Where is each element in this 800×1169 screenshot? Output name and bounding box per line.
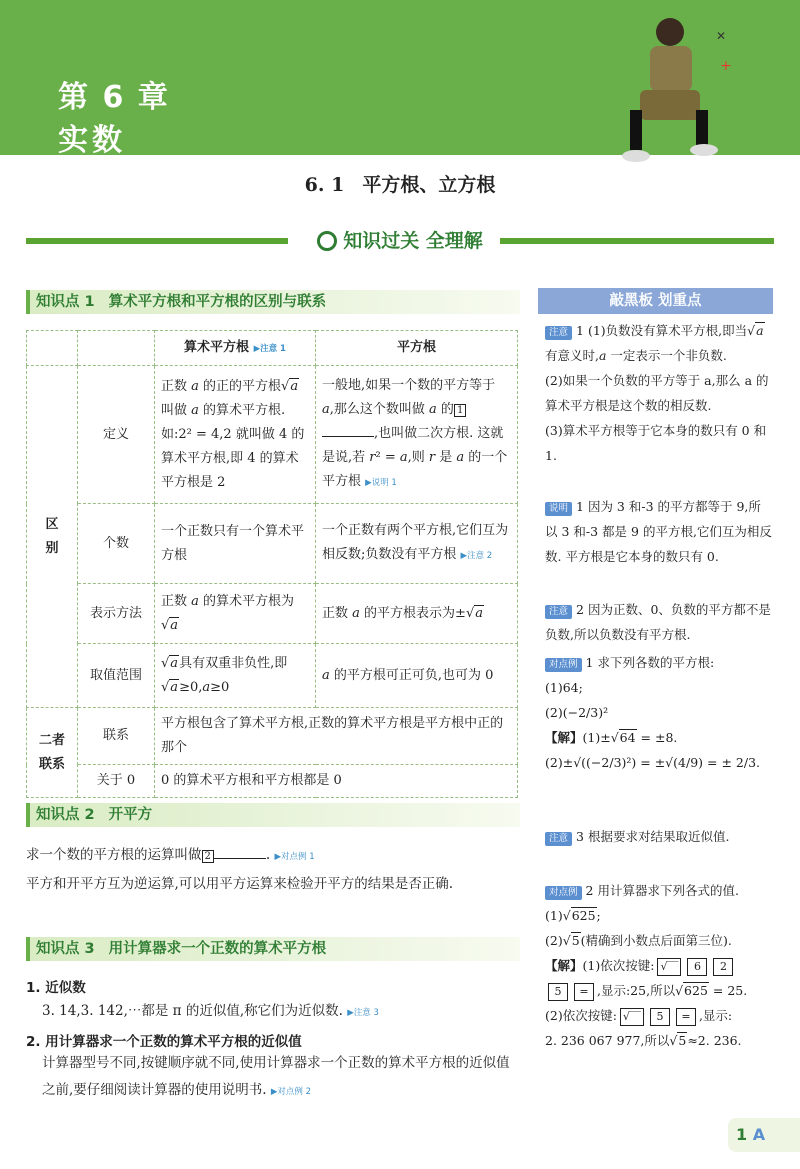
- cell-repr-square: 正数 a 的平方根表示为±√a: [316, 584, 518, 644]
- cell-range-square: a 的平方根可正可负,也可为 0: [316, 644, 518, 708]
- cell-count-square: 一个正数有两个平方根,它们互为相反数;负数没有平方根 ▶注意 2: [316, 504, 518, 584]
- col-head-square: 平方根: [316, 331, 518, 366]
- row-label-range: 取值范围: [78, 644, 155, 708]
- cell-def-arith: 正数 a 的正的平方根√a叫做 a 的算术平方根. 如:2² = 4,2 就叫做 4 的算术平方根,即 4 的算术平方根是 2: [155, 366, 316, 504]
- banner-rule-left: [26, 238, 288, 244]
- cell-zero: 0 的算术平方根和平方根都是 0: [155, 765, 518, 798]
- side-header: 敲黑板 划重点: [538, 288, 773, 314]
- row-label-relation: 联系: [78, 708, 155, 765]
- knowledge-point-2-header: 知识点 2 开平方: [26, 803, 520, 827]
- sqrt-key-icon: √‾‾: [657, 958, 681, 976]
- kp2-text: 求一个数的平方根的运算叫做 2 . ▶对点例 1 平方和开平方互为逆运算,可以用平方运算来检验开平方的结果是否正确.: [26, 847, 454, 892]
- banner-rule-right: [500, 238, 774, 244]
- side-example-1: 对点例 1 求下列各数的平方根: (1)64; (2)(−2/3)² 【解】(1)±√64 = ±8. (2)±√((−2/3)²) = ±√(4/9) = ± 2/3.: [545, 655, 761, 770]
- comparison-table: [26, 330, 518, 798]
- page-number: 1 A: [728, 1118, 800, 1152]
- side-example-2: 对点例 2 用计算器求下列各式的值. (1)√625; (2)√5(精确到小数点后面第三位). 【解】(1)依次按键: √‾‾ 6 2 5 = ,显示:25,所以√625 = 25. (2)依次按键: √‾‾ 5 = ,显示: 2. 236 067 977,所以√5≈2. 236.: [545, 883, 748, 1048]
- kp3-heading-1: 1. 近似数: [26, 980, 86, 996]
- kp3-text-1: 3. 14,3. 142,⋯都是 π 的近似值,称它们为近似数. ▶注意 3: [42, 1003, 379, 1019]
- refresh-icon: [317, 231, 337, 251]
- row-label-notation: 表示方法: [78, 584, 155, 644]
- cell-range-arith: √a具有双重非负性,即√a≥0,a≥0: [155, 644, 316, 708]
- row-label-count: 个数: [78, 504, 155, 584]
- cell-def-square: 一般地,如果一个数的平方等于 a,那么这个数叫做 a 的 1,也叫做二次方根. 这就是说,若 r² = a,则 r 是 a 的一个平方根 ▶说明 1: [316, 366, 518, 504]
- svg-text:+: +: [720, 58, 732, 74]
- cell-count-arith: 一个正数只有一个算术平方根: [155, 504, 316, 584]
- row-label-definition: 定义: [78, 366, 155, 504]
- side-explain-1: 说明 1 因为 3 和-3 的平方都等于 9,所以 3 和-3 都是 9 的平方根,它们互为相反数. 平方根是它本身的数只有 0.: [545, 499, 772, 564]
- chapter-number: 第 6 章: [58, 80, 170, 115]
- student-illustration-icon: [600, 10, 740, 170]
- side-note-3: 注意 3 根据要求对结果取近似值.: [545, 824, 773, 849]
- col-head-arith: 算术平方根 ▶注意 1: [155, 331, 316, 366]
- cell-repr-arith: 正数 a 的算术平方根为√a: [155, 584, 316, 644]
- knowledge-banner: 知识过关 全理解: [300, 226, 500, 253]
- side-note-1: 注意 1 (1)负数没有算术平方根,即当√a有意义时,a 一定表示一个非负数. (2)如果一个负数的平方等于 a,那么 a 的算术平方根是这个数的相反数. (3)算术平方根等于它本身的数只有 0 和 1.: [545, 323, 769, 463]
- section-title: 6. 1 平方根、立方根: [304, 174, 496, 196]
- knowledge-point-1-header: 知识点 1 算术平方根和平方根的区别与联系: [26, 290, 520, 314]
- svg-text:✕: ✕: [716, 29, 727, 43]
- sqrt-key-icon-2: √‾‾: [620, 1008, 644, 1026]
- knowledge-point-3-header: 知识点 3 用计算器求一个正数的算术平方根: [26, 937, 520, 961]
- kp3-heading-2: 2. 用计算器求一个正数的算术平方根的近似值: [26, 1034, 302, 1050]
- side-note-2: 注意 2 因为正数、0、负数的平方都不是负数,所以负数没有平方根.: [545, 602, 771, 642]
- group-relation: 二者 联系: [27, 708, 78, 798]
- group-difference: 区 别: [27, 366, 78, 708]
- cell-relation: 平方根包含了算术平方根,正数的算术平方根是平方根中正的那个: [155, 708, 518, 765]
- kp3-text-2: 计算器型号不同,按键顺序就不同,使用计算器求一个正数的算术平方根的近似值之前,要仔细阅读计算器的使用说明书. ▶对点例 2: [42, 1055, 510, 1098]
- row-label-zero: 关于 0: [78, 765, 155, 798]
- chapter-title: 实数: [58, 123, 126, 158]
